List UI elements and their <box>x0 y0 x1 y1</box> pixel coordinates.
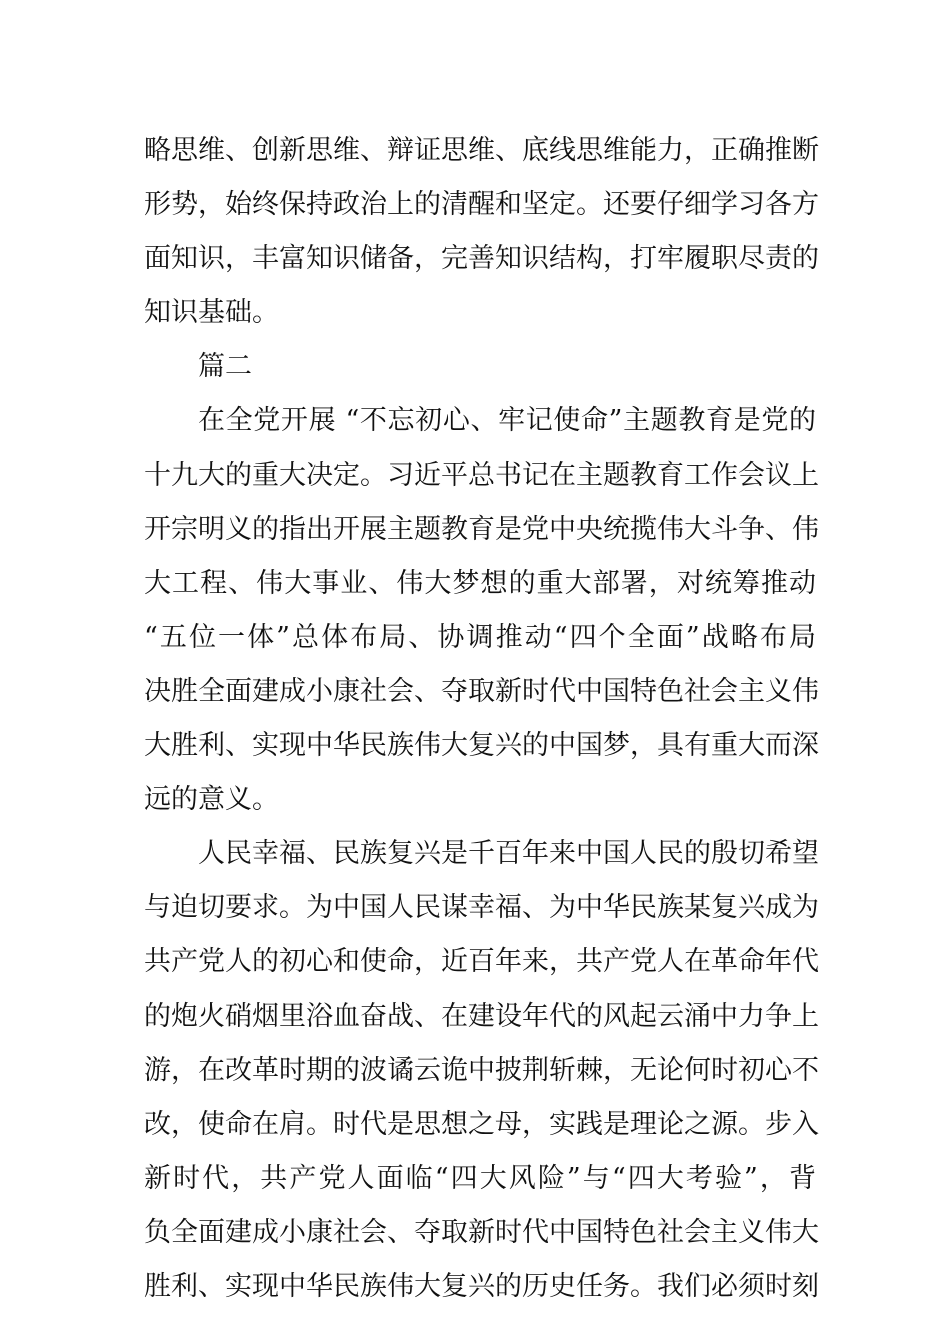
text-line: 负全面建成小康社会、夺取新时代中国特色社会主义伟大 <box>144 1216 819 1248</box>
text-line: 与迫切要求。为中国人民谋幸福、为中华民族某复兴成为 <box>144 892 819 924</box>
text-line: 游，在改革时期的波谲云诡中披荆斩棘，无论何时初心不 <box>144 1054 819 1086</box>
text-line: 远的意义。 <box>144 784 279 816</box>
text-line: 在全党开展 “不忘初心、牢记使命”主题教育是党的 <box>198 405 816 437</box>
document-body <box>144 124 819 1314</box>
text-line: 新时代，共产党人面临“四大风险”与“四大考验”，背 <box>144 1162 816 1194</box>
text-line: 十九大的重大决定。习近平总书记在主题教育工作会议上 <box>144 459 819 491</box>
text-line: “五位一体”总体布局、协调推动“四个全面”战略布局 <box>144 621 816 653</box>
section-heading: 篇二 <box>198 351 252 383</box>
text-line: 人民幸福、民族复兴是千百年来中国人民的殷切希望 <box>198 838 819 870</box>
text-line: 知识基础。 <box>144 297 279 329</box>
text-line: 面知识，丰富知识储备，完善知识结构，打牢履职尽责的 <box>144 243 819 275</box>
text-line: 大胜利、实现中华民族伟大复兴的中国梦，具有重大而深 <box>144 730 819 762</box>
text-line: 形势，始终保持政治上的清醒和坚定。还要仔细学习各方 <box>144 189 819 221</box>
text-line: 开宗明义的指出开展主题教育是党中央统揽伟大斗争、伟 <box>144 513 819 545</box>
text-line: 的炮火硝烟里浴血奋战、在建设年代的风起云涌中力争上 <box>144 1000 819 1032</box>
text-line: 略思维、创新思维、辩证思维、底线思维能力，正确推断 <box>144 135 819 166</box>
text-line: 共产党人的初心和使命，近百年来，共产党人在革命年代 <box>144 946 819 978</box>
text-line: 胜利、实现中华民族伟大复兴的历史任务。我们必须时刻 <box>144 1270 819 1302</box>
text-line: 改，使命在肩。时代是思想之母，实践是理论之源。步入 <box>144 1108 819 1140</box>
text-line: 决胜全面建成小康社会、夺取新时代中国特色社会主义伟 <box>144 675 819 707</box>
text-line: 大工程、伟大事业、伟大梦想的重大部署，对统筹推动 <box>144 567 816 599</box>
